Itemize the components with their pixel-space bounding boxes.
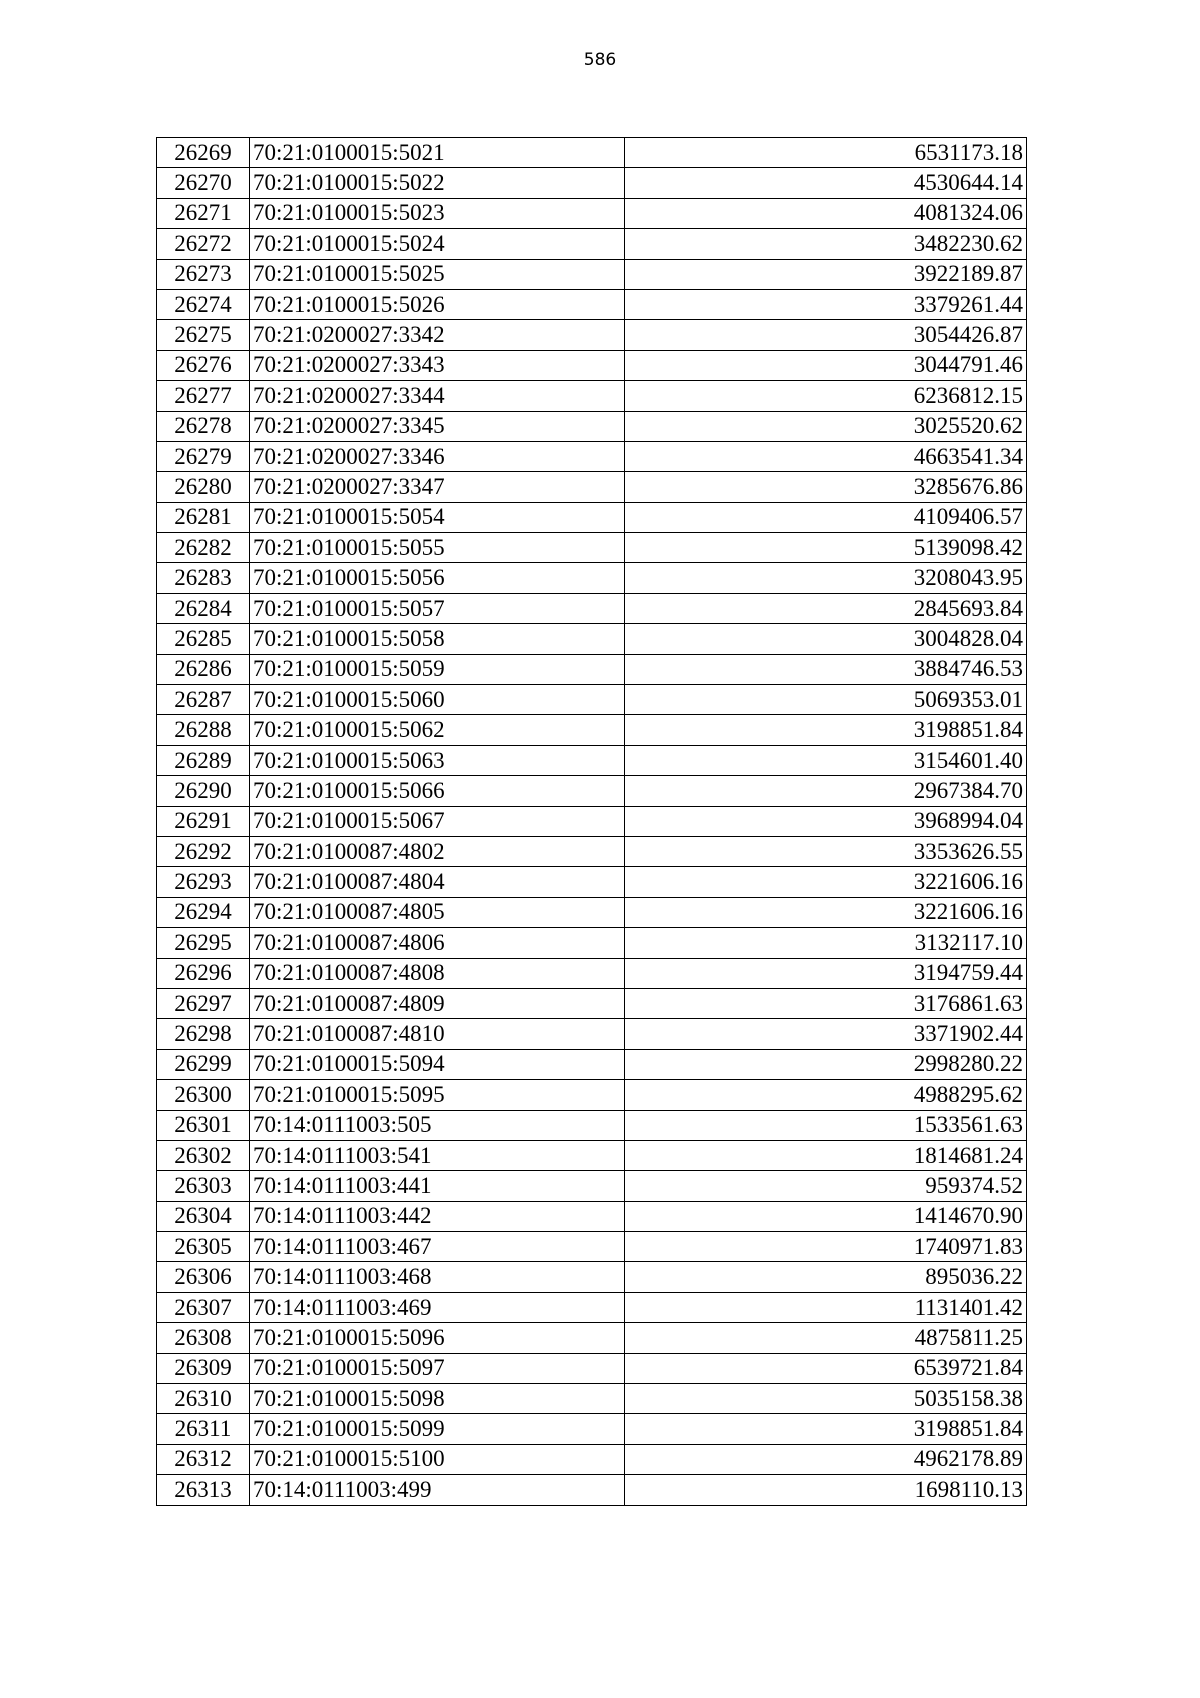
row-number-cell: 26278 — [157, 411, 250, 441]
table-row — [157, 381, 1027, 411]
row-number-cell: 26281 — [157, 502, 250, 532]
cadastral-number-cell: 70:21:0200027:3347 — [250, 472, 625, 502]
cadastral-number-cell: 70:21:0100015:5067 — [250, 806, 625, 836]
cadastral-number-cell: 70:21:0200027:3344 — [250, 381, 625, 411]
cadastral-value-cell: 1740971.83 — [625, 1232, 1027, 1262]
cadastral-value-cell: 4988295.62 — [625, 1080, 1027, 1110]
row-number-cell: 26282 — [157, 533, 250, 563]
row-number-cell: 26304 — [157, 1201, 250, 1231]
table-row — [157, 1262, 1027, 1292]
cadastral-value-cell: 3371902.44 — [625, 1019, 1027, 1049]
cadastral-value-cell: 3004828.04 — [625, 624, 1027, 654]
cadastral-value-cell: 4530644.14 — [625, 168, 1027, 198]
cadastral-value-cell: 3176861.63 — [625, 988, 1027, 1018]
table-row — [157, 1019, 1027, 1049]
cadastral-value-cell: 4081324.06 — [625, 198, 1027, 228]
table-row — [157, 776, 1027, 806]
cadastral-value-cell: 3968994.04 — [625, 806, 1027, 836]
cadastral-number-cell: 70:21:0100015:5094 — [250, 1049, 625, 1079]
table-row — [157, 533, 1027, 563]
table-row — [157, 593, 1027, 623]
cadastral-number-cell: 70:14:0111003:442 — [250, 1201, 625, 1231]
table-row — [157, 1110, 1027, 1140]
cadastral-number-cell: 70:21:0100015:5063 — [250, 745, 625, 775]
cadastral-number-cell: 70:14:0111003:441 — [250, 1171, 625, 1201]
cadastral-value-cell: 3208043.95 — [625, 563, 1027, 593]
table-row — [157, 1323, 1027, 1353]
cadastral-number-cell: 70:21:0100015:5099 — [250, 1414, 625, 1444]
row-number-cell: 26306 — [157, 1262, 250, 1292]
table-row — [157, 1049, 1027, 1079]
table-row — [157, 928, 1027, 958]
cadastral-number-cell: 70:21:0100015:5098 — [250, 1384, 625, 1414]
row-number-cell: 26301 — [157, 1110, 250, 1140]
table-row — [157, 320, 1027, 350]
cadastral-value-cell: 3353626.55 — [625, 836, 1027, 866]
table-row — [157, 1292, 1027, 1322]
row-number-cell: 26271 — [157, 198, 250, 228]
table-row — [157, 958, 1027, 988]
cadastral-number-cell: 70:14:0111003:469 — [250, 1292, 625, 1322]
cadastral-value-cell: 3025520.62 — [625, 411, 1027, 441]
row-number-cell: 26290 — [157, 776, 250, 806]
cadastral-number-cell: 70:14:0111003:499 — [250, 1475, 625, 1505]
cadastral-value-cell: 4962178.89 — [625, 1444, 1027, 1474]
row-number-cell: 26288 — [157, 715, 250, 745]
row-number-cell: 26285 — [157, 624, 250, 654]
cadastral-value-cell: 3379261.44 — [625, 289, 1027, 319]
table-body — [157, 138, 1027, 1506]
cadastral-value-cell: 4875811.25 — [625, 1323, 1027, 1353]
cadastral-number-cell: 70:21:0100015:5054 — [250, 502, 625, 532]
table-row — [157, 745, 1027, 775]
cadastral-value-cell: 1533561.63 — [625, 1110, 1027, 1140]
cadastral-number-cell: 70:21:0100015:5058 — [250, 624, 625, 654]
table-row — [157, 624, 1027, 654]
row-number-cell: 26302 — [157, 1140, 250, 1170]
row-number-cell: 26311 — [157, 1414, 250, 1444]
table-row — [157, 138, 1027, 168]
table-row — [157, 350, 1027, 380]
table-row — [157, 168, 1027, 198]
table-row — [157, 1353, 1027, 1383]
cadastral-number-cell: 70:21:0100015:5026 — [250, 289, 625, 319]
row-number-cell: 26292 — [157, 836, 250, 866]
cadastral-number-cell: 70:21:0100015:5025 — [250, 259, 625, 289]
cadastral-number-cell: 70:21:0100015:5097 — [250, 1353, 625, 1383]
table-row — [157, 563, 1027, 593]
table-row — [157, 502, 1027, 532]
table-row — [157, 1232, 1027, 1262]
row-number-cell: 26309 — [157, 1353, 250, 1383]
cadastral-number-cell: 70:21:0100087:4809 — [250, 988, 625, 1018]
row-number-cell: 26305 — [157, 1232, 250, 1262]
row-number-cell: 26269 — [157, 138, 250, 168]
cadastral-value-cell: 6236812.15 — [625, 381, 1027, 411]
cadastral-value-cell: 2998280.22 — [625, 1049, 1027, 1079]
cadastral-number-cell: 70:21:0100015:5059 — [250, 654, 625, 684]
row-number-cell: 26298 — [157, 1019, 250, 1049]
table-row — [157, 1414, 1027, 1444]
row-number-cell: 26312 — [157, 1444, 250, 1474]
cadastral-value-cell: 3044791.46 — [625, 350, 1027, 380]
table-row — [157, 654, 1027, 684]
cadastral-number-cell: 70:21:0100015:5066 — [250, 776, 625, 806]
cadastral-number-cell: 70:21:0100015:5095 — [250, 1080, 625, 1110]
row-number-cell: 26291 — [157, 806, 250, 836]
cadastral-value-cell: 3482230.62 — [625, 229, 1027, 259]
cadastral-value-cell: 4663541.34 — [625, 441, 1027, 471]
cadastral-value-cell: 3221606.16 — [625, 897, 1027, 927]
row-number-cell: 26286 — [157, 654, 250, 684]
cadastral-value-cell: 3194759.44 — [625, 958, 1027, 988]
table-row — [157, 259, 1027, 289]
cadastral-number-cell: 70:21:0100015:5024 — [250, 229, 625, 259]
row-number-cell: 26293 — [157, 867, 250, 897]
row-number-cell: 26270 — [157, 168, 250, 198]
cadastral-value-cell: 3154601.40 — [625, 745, 1027, 775]
cadastral-value-cell: 3198851.84 — [625, 715, 1027, 745]
table-row — [157, 411, 1027, 441]
row-number-cell: 26283 — [157, 563, 250, 593]
row-number-cell: 26307 — [157, 1292, 250, 1322]
row-number-cell: 26295 — [157, 928, 250, 958]
cadastral-value-cell: 4109406.57 — [625, 502, 1027, 532]
cadastral-number-cell: 70:14:0111003:505 — [250, 1110, 625, 1140]
cadastral-value-cell: 2845693.84 — [625, 593, 1027, 623]
cadastral-value-table — [156, 137, 1027, 1506]
row-number-cell: 26276 — [157, 350, 250, 380]
cadastral-number-cell: 70:21:0100015:5060 — [250, 685, 625, 715]
cadastral-number-cell: 70:21:0100015:5055 — [250, 533, 625, 563]
row-number-cell: 26279 — [157, 441, 250, 471]
table-row — [157, 1475, 1027, 1505]
table-row — [157, 1201, 1027, 1231]
row-number-cell: 26287 — [157, 685, 250, 715]
cadastral-number-cell: 70:21:0100087:4804 — [250, 867, 625, 897]
cadastral-number-cell: 70:21:0100087:4802 — [250, 836, 625, 866]
cadastral-number-cell: 70:21:0100087:4805 — [250, 897, 625, 927]
cadastral-value-cell: 6539721.84 — [625, 1353, 1027, 1383]
cadastral-value-cell: 1698110.13 — [625, 1475, 1027, 1505]
cadastral-value-cell: 895036.22 — [625, 1262, 1027, 1292]
cadastral-value-cell: 959374.52 — [625, 1171, 1027, 1201]
table-row — [157, 836, 1027, 866]
row-number-cell: 26284 — [157, 593, 250, 623]
cadastral-number-cell: 70:14:0111003:467 — [250, 1232, 625, 1262]
row-number-cell: 26277 — [157, 381, 250, 411]
row-number-cell: 26297 — [157, 988, 250, 1018]
cadastral-value-cell: 5069353.01 — [625, 685, 1027, 715]
table-row — [157, 1140, 1027, 1170]
table-row — [157, 1384, 1027, 1414]
row-number-cell: 26280 — [157, 472, 250, 502]
table-row — [157, 897, 1027, 927]
cadastral-number-cell: 70:21:0100087:4806 — [250, 928, 625, 958]
row-number-cell: 26274 — [157, 289, 250, 319]
row-number-cell: 26308 — [157, 1323, 250, 1353]
row-number-cell: 26275 — [157, 320, 250, 350]
cadastral-number-cell: 70:21:0100015:5021 — [250, 138, 625, 168]
table-row — [157, 198, 1027, 228]
cadastral-value-cell: 3198851.84 — [625, 1414, 1027, 1444]
cadastral-number-cell: 70:21:0100087:4810 — [250, 1019, 625, 1049]
row-number-cell: 26289 — [157, 745, 250, 775]
table-row — [157, 1080, 1027, 1110]
cadastral-number-cell: 70:14:0111003:541 — [250, 1140, 625, 1170]
table-row — [157, 988, 1027, 1018]
row-number-cell: 26303 — [157, 1171, 250, 1201]
table-row — [157, 472, 1027, 502]
row-number-cell: 26294 — [157, 897, 250, 927]
cadastral-number-cell: 70:21:0100015:5100 — [250, 1444, 625, 1474]
cadastral-number-cell: 70:21:0100015:5023 — [250, 198, 625, 228]
cadastral-value-cell: 1814681.24 — [625, 1140, 1027, 1170]
cadastral-value-cell: 3884746.53 — [625, 654, 1027, 684]
cadastral-value-cell: 1414670.90 — [625, 1201, 1027, 1231]
cadastral-number-cell: 70:21:0100015:5022 — [250, 168, 625, 198]
table-row — [157, 1171, 1027, 1201]
table-row — [157, 715, 1027, 745]
cadastral-number-cell: 70:21:0100015:5056 — [250, 563, 625, 593]
cadastral-value-cell: 6531173.18 — [625, 138, 1027, 168]
cadastral-number-cell: 70:21:0200027:3346 — [250, 441, 625, 471]
cadastral-number-cell: 70:21:0200027:3345 — [250, 411, 625, 441]
cadastral-value-cell: 3132117.10 — [625, 928, 1027, 958]
table-row — [157, 289, 1027, 319]
row-number-cell: 26299 — [157, 1049, 250, 1079]
row-number-cell: 26300 — [157, 1080, 250, 1110]
cadastral-number-cell: 70:14:0111003:468 — [250, 1262, 625, 1292]
row-number-cell: 26272 — [157, 229, 250, 259]
cadastral-number-cell: 70:21:0200027:3343 — [250, 350, 625, 380]
table-row — [157, 685, 1027, 715]
row-number-cell: 26313 — [157, 1475, 250, 1505]
cadastral-number-cell: 70:21:0100015:5062 — [250, 715, 625, 745]
table-row — [157, 229, 1027, 259]
cadastral-value-cell: 5035158.38 — [625, 1384, 1027, 1414]
table-row — [157, 867, 1027, 897]
cadastral-value-cell: 2967384.70 — [625, 776, 1027, 806]
cadastral-number-cell: 70:21:0100087:4808 — [250, 958, 625, 988]
row-number-cell: 26296 — [157, 958, 250, 988]
cadastral-value-cell: 1131401.42 — [625, 1292, 1027, 1322]
row-number-cell: 26273 — [157, 259, 250, 289]
row-number-cell: 26310 — [157, 1384, 250, 1414]
table-row — [157, 806, 1027, 836]
cadastral-value-cell: 3285676.86 — [625, 472, 1027, 502]
cadastral-number-cell: 70:21:0100015:5057 — [250, 593, 625, 623]
page-number: 586 — [583, 50, 617, 70]
cadastral-value-cell: 3221606.16 — [625, 867, 1027, 897]
cadastral-value-cell: 5139098.42 — [625, 533, 1027, 563]
table-row — [157, 1444, 1027, 1474]
cadastral-value-cell: 3922189.87 — [625, 259, 1027, 289]
cadastral-number-cell: 70:21:0100015:5096 — [250, 1323, 625, 1353]
cadastral-number-cell: 70:21:0200027:3342 — [250, 320, 625, 350]
cadastral-value-cell: 3054426.87 — [625, 320, 1027, 350]
table-row — [157, 441, 1027, 471]
